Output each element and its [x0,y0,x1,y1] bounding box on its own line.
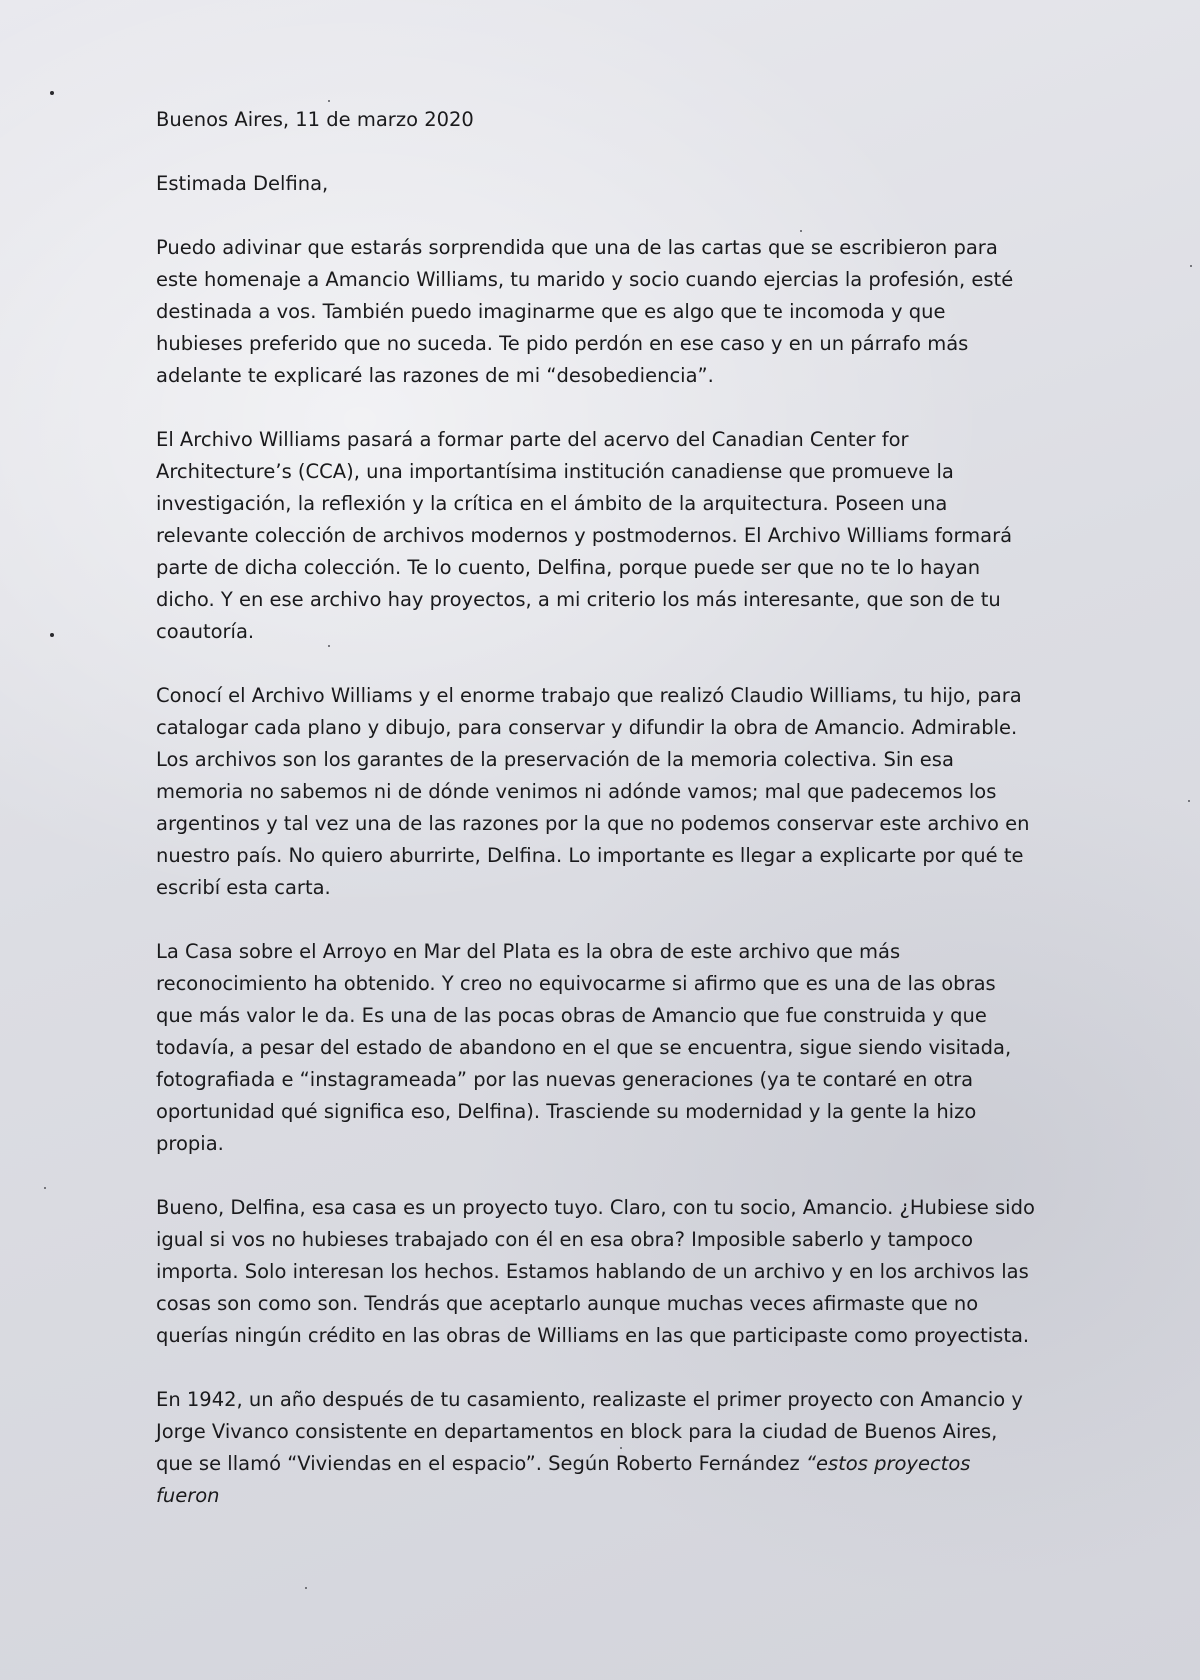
paragraph-6-text: En 1942, un año después de tu casamiento, realizaste el primer proyecto con Amancio y Jorge Vivanco consistente en departamentos en block para la ciudad de Buenos Aires, que se llamó “Viviendas en el espacio”. Según Roberto Fernández [156,1388,1023,1475]
paper-speck [305,1587,307,1589]
paragraph-2: El Archivo Williams pasará a formar parte del acervo del Canadian Center for Architecture’s (CCA), una importantísima institución canadiense que promueve la investigación, la reflexión y la crítica en el ámbito de la arquitectura. Poseen una relevante colección de archivos modernos y postmodernos. El Archivo Williams formará parte de dicha colección. Te lo cuento, Delfina, porque puede ser que no te lo hayan dicho. Y en ese archivo hay proyectos, a mi criterio los más interesante, que son de tu coautoría. [156,428,1013,643]
letter-body [156,104,1036,1512]
paper-speck [44,1187,46,1189]
paragraph-6 [156,1384,1036,1512]
paragraph-3: Conocí el Archivo Williams y el enorme trabajo que realizó Claudio Williams, tu hijo, para catalogar cada plano y dibujo, para conservar y difundir la obra de Amancio. Admirable. Los archivos son los garantes de la preservación de la memoria colectiva. Sin esa memoria no sabemos ni de dónde venimos ni adónde vamos; mal que padecemos los argentinos y tal vez una de las razones por la que no podemos conservar este archivo en nuestro país. No quiero aburrirte, Delfina. Lo importante es llegar a explicarte por qué te escribí esta carta. [156,684,1030,899]
letter-date: Buenos Aires, 11 de marzo 2020 [156,108,474,131]
paper-speck [1188,800,1190,802]
paper-speck [50,91,54,95]
paragraph-1: Puedo adivinar que estarás sorprendida que una de las cartas que se escribieron para este homenaje a Amancio Williams, tu marido y socio cuando ejercias la profesión, esté destinada a vos. También puedo imaginarme que es algo que te incomoda y que hubieses preferido que no suceda. Te pido perdón en ese caso y en un párrafo más adelante te explicaré las razones de mi “desobediencia”. [156,236,1014,387]
paragraph-5: Bueno, Delfina, esa casa es un proyecto tuyo. Claro, con tu socio, Amancio. ¿Hubiese sido igual si vos no hubieses trabajado con él en esa obra? Imposible saberlo y tampoco importa. Solo interesan los hechos. Estamos hablando de un archivo y en los archivos las cosas son como son. Tendrás que aceptarlo aunque muchas veces afirmaste que no querías ningún crédito en las obras de Williams en las que participaste como proyectista. [156,1196,1035,1347]
paper-speck [1190,265,1192,267]
paper-speck [328,100,330,102]
letter-salutation: Estimada Delfina, [156,172,329,195]
paragraph-4: La Casa sobre el Arroyo en Mar del Plata es la obra de este archivo que más reconocimiento ha obtenido. Y creo no equivocarme si afirmo que es una de las obras que más valor le da. Es una de las pocas obras de Amancio que fue construida y que todavía, a pesar del estado de abandono en el que se encuentra, sigue siendo visitada, fotografiada e “instagrameada” por las nuevas generaciones (ya te contaré en otra oportunidad qué significa eso, Delfina). Trasciende su modernidad y la gente la hizo propia. [156,940,1012,1155]
paragraph-6-italic-quote: “estos proyectos fueron [156,1452,971,1507]
paper-speck [50,633,54,637]
